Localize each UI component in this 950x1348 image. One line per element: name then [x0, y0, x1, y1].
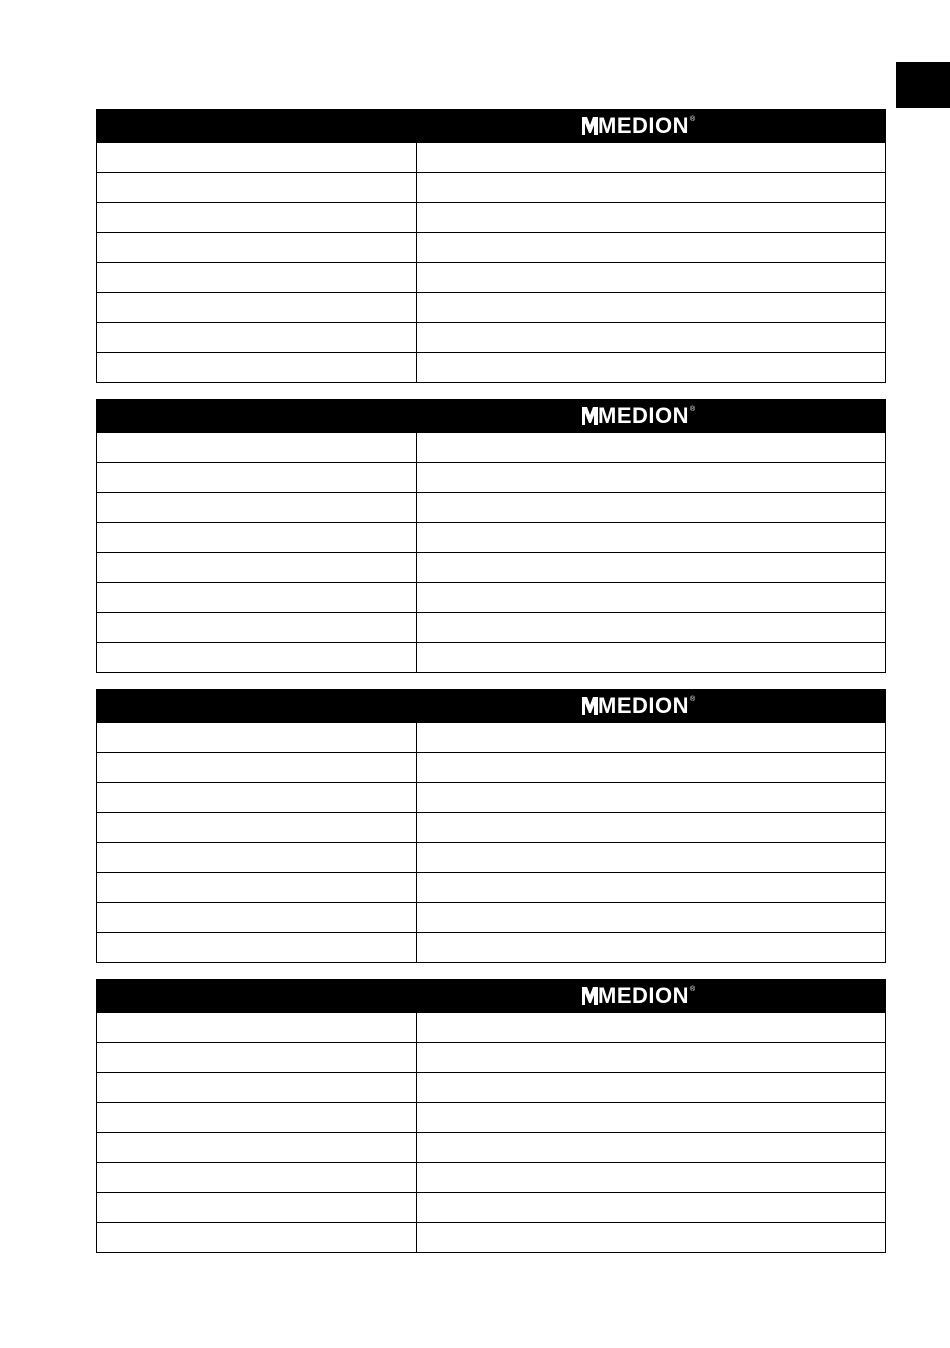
form-table-2	[96, 399, 886, 673]
label-cell[interactable]	[97, 1073, 417, 1102]
table-row	[97, 292, 885, 322]
value-cell[interactable]	[417, 1163, 885, 1192]
label-cell[interactable]	[97, 1133, 417, 1162]
value-cell[interactable]	[417, 553, 885, 582]
table-row	[97, 1162, 885, 1192]
label-cell[interactable]	[97, 553, 417, 582]
form-header	[96, 979, 886, 1013]
table-row	[97, 723, 885, 752]
value-cell[interactable]	[417, 1073, 885, 1102]
table-row	[97, 612, 885, 642]
form-header	[96, 689, 886, 723]
medion-m-mark-icon	[582, 987, 598, 1005]
label-cell[interactable]	[97, 1193, 417, 1222]
medion-m-mark-icon	[582, 407, 598, 425]
value-cell[interactable]	[417, 583, 885, 612]
table-row	[97, 902, 885, 932]
table-row	[97, 202, 885, 232]
label-cell[interactable]	[97, 463, 417, 492]
label-cell[interactable]	[97, 493, 417, 522]
label-cell[interactable]	[97, 233, 417, 262]
registered-mark: ®	[690, 406, 696, 413]
table-row	[97, 752, 885, 782]
label-cell[interactable]	[97, 173, 417, 202]
table-row	[97, 143, 885, 172]
table-row	[97, 1132, 885, 1162]
label-cell[interactable]	[97, 813, 417, 842]
form-body	[96, 1013, 886, 1253]
value-cell[interactable]	[417, 293, 885, 322]
table-row	[97, 1042, 885, 1072]
table-row	[97, 433, 885, 462]
table-row	[97, 872, 885, 902]
label-cell[interactable]	[97, 1163, 417, 1192]
label-cell[interactable]	[97, 723, 417, 752]
table-row	[97, 642, 885, 672]
value-cell[interactable]	[417, 493, 885, 522]
value-cell[interactable]	[417, 263, 885, 292]
label-cell[interactable]	[97, 873, 417, 902]
medion-m-mark-icon	[582, 117, 598, 135]
value-cell[interactable]	[417, 353, 885, 382]
form-header	[96, 399, 886, 433]
value-cell[interactable]	[417, 323, 885, 352]
label-cell[interactable]	[97, 643, 417, 672]
table-row	[97, 492, 885, 522]
registered-mark: ®	[690, 986, 696, 993]
value-cell[interactable]	[417, 523, 885, 552]
table-row	[97, 462, 885, 492]
value-cell[interactable]	[417, 753, 885, 782]
value-cell[interactable]	[417, 643, 885, 672]
form-body	[96, 433, 886, 673]
value-cell[interactable]	[417, 783, 885, 812]
label-cell[interactable]	[97, 933, 417, 962]
value-cell[interactable]	[417, 613, 885, 642]
registered-mark: ®	[690, 696, 696, 703]
medion-logo	[582, 115, 695, 137]
value-cell[interactable]	[417, 203, 885, 232]
table-row	[97, 932, 885, 962]
medion-logo	[582, 405, 695, 427]
label-cell[interactable]	[97, 523, 417, 552]
label-cell[interactable]	[97, 783, 417, 812]
value-cell[interactable]	[417, 1133, 885, 1162]
language-tab-marker	[896, 62, 950, 108]
value-cell[interactable]	[417, 723, 885, 752]
brand-name: MEDION	[598, 983, 689, 1008]
label-cell[interactable]	[97, 263, 417, 292]
value-cell[interactable]	[417, 873, 885, 902]
value-cell[interactable]	[417, 233, 885, 262]
label-cell[interactable]	[97, 1043, 417, 1072]
medion-logo	[582, 695, 695, 717]
value-cell[interactable]	[417, 173, 885, 202]
label-cell[interactable]	[97, 433, 417, 462]
form-body	[96, 723, 886, 963]
table-row	[97, 1102, 885, 1132]
label-cell[interactable]	[97, 753, 417, 782]
table-row	[97, 552, 885, 582]
table-row	[97, 322, 885, 352]
value-cell[interactable]	[417, 143, 885, 172]
table-row	[97, 232, 885, 262]
form-table-4	[96, 979, 886, 1253]
medion-logo	[582, 985, 695, 1007]
table-row	[97, 842, 885, 872]
table-row	[97, 262, 885, 292]
registered-mark: ®	[690, 116, 696, 123]
value-cell[interactable]	[417, 843, 885, 872]
table-row	[97, 582, 885, 612]
table-row	[97, 352, 885, 382]
label-cell[interactable]	[97, 843, 417, 872]
table-row	[97, 172, 885, 202]
value-cell[interactable]	[417, 813, 885, 842]
form-table-3	[96, 689, 886, 963]
brand-name: MEDION	[598, 693, 689, 718]
label-cell[interactable]	[97, 1013, 417, 1042]
medion-m-mark-icon	[582, 697, 598, 715]
label-cell[interactable]	[97, 1103, 417, 1132]
brand-name: MEDION	[598, 403, 689, 428]
form-table-1	[96, 109, 886, 383]
table-row	[97, 1222, 885, 1252]
label-cell[interactable]	[97, 293, 417, 322]
value-cell[interactable]	[417, 1043, 885, 1072]
label-cell[interactable]	[97, 353, 417, 382]
value-cell[interactable]	[417, 1103, 885, 1132]
label-cell[interactable]	[97, 613, 417, 642]
table-row	[97, 782, 885, 812]
label-cell[interactable]	[97, 323, 417, 352]
table-row	[97, 1013, 885, 1042]
value-cell[interactable]	[417, 433, 885, 462]
value-cell[interactable]	[417, 903, 885, 932]
label-cell[interactable]	[97, 203, 417, 232]
table-row	[97, 812, 885, 842]
value-cell[interactable]	[417, 1193, 885, 1222]
label-cell[interactable]	[97, 583, 417, 612]
brand-name: MEDION	[598, 113, 689, 138]
value-cell[interactable]	[417, 1223, 885, 1252]
label-cell[interactable]	[97, 903, 417, 932]
form-header	[96, 109, 886, 143]
table-row	[97, 522, 885, 552]
label-cell[interactable]	[97, 1223, 417, 1252]
form-body	[96, 143, 886, 383]
table-row	[97, 1192, 885, 1222]
value-cell[interactable]	[417, 1013, 885, 1042]
table-row	[97, 1072, 885, 1102]
value-cell[interactable]	[417, 933, 885, 962]
label-cell[interactable]	[97, 143, 417, 172]
value-cell[interactable]	[417, 463, 885, 492]
